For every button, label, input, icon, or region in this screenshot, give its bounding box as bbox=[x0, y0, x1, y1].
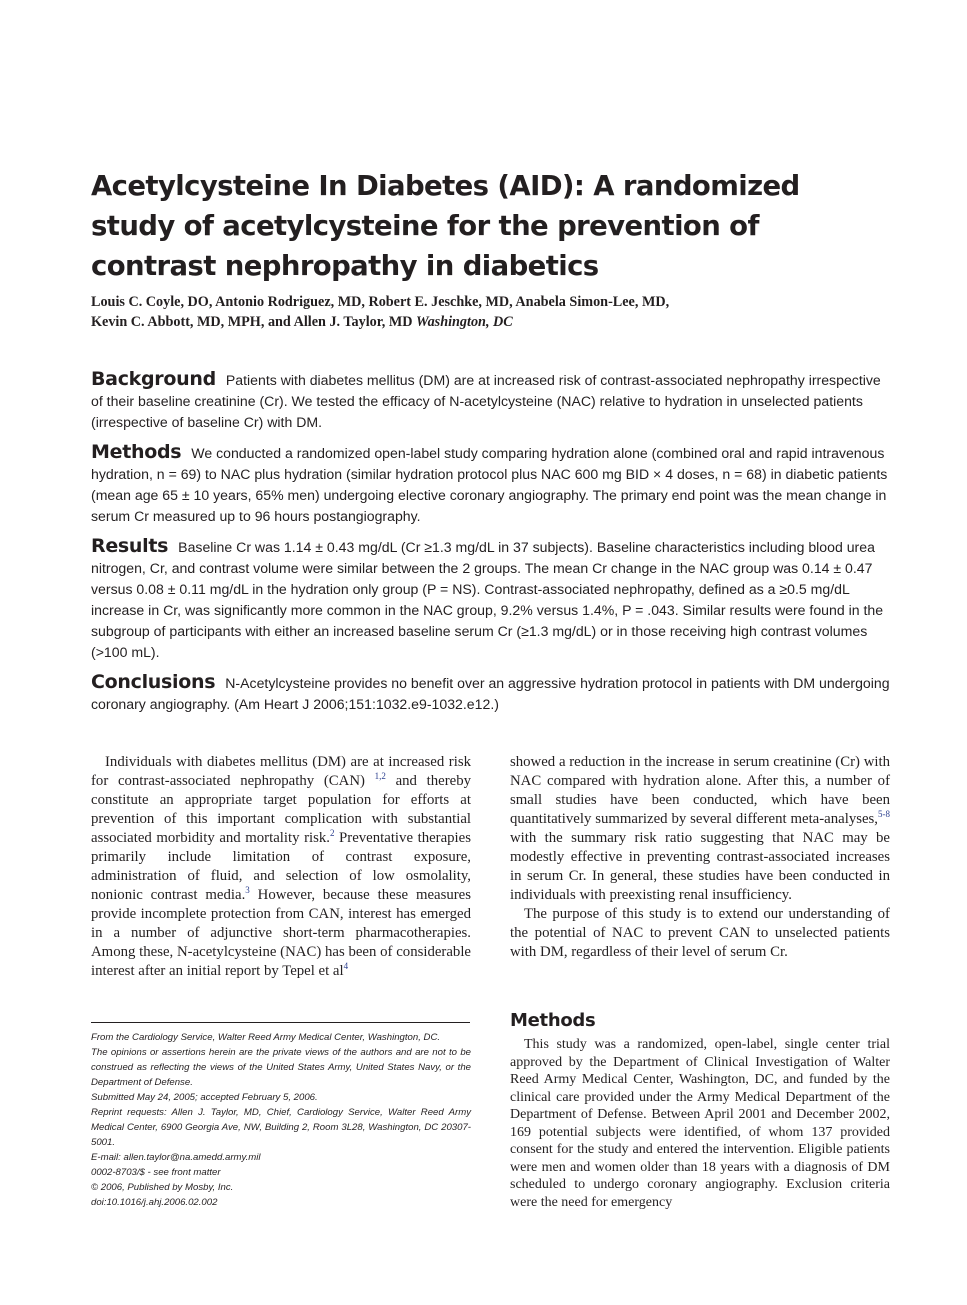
intro-continuation-text-1: showed a reduction in the increase in serum creatinine (Cr) with NAC compared with hydration alone. After this, a number of small studies have been conducted, which have been quantitatively summarized by several different meta-analyses, bbox=[510, 754, 890, 827]
footnote-email[interactable]: E-mail: allen.taylor@na.amedd.army.mil bbox=[91, 1152, 261, 1163]
abstract-methods-text: We conducted a randomized open-label study comparing hydration alone (combined oral and rapid intravenous hydration, n = 69) to NAC plus hydration (similar hydration protocol plus NAC 600 mg BID × 4 doses, n = 68) in diabetic patients (mean age 65 ± 10 years, 65% men) undergoing elective coronary angiography. The primary end point was the mean change in serum Cr measured up to 96 hours postangiography. bbox=[91, 445, 888, 524]
footnote-doi[interactable]: doi:10.1016/j.ahj.2006.02.002 bbox=[91, 1197, 218, 1208]
abstract-methods bbox=[91, 442, 891, 527]
intro-paragraph bbox=[91, 753, 471, 981]
footnotes bbox=[91, 1030, 471, 1210]
abstract-conclusions-text: N-Acetylcysteine provides no benefit over an aggressive hydration protocol in patients with DM undergoing coronary angiography. (Am Heart J 2006;151:1032.e9-1032.e12.) bbox=[91, 675, 890, 712]
abstract bbox=[91, 369, 891, 724]
abstract-background-heading: Background bbox=[91, 368, 216, 390]
footnote-affiliation: From the Cardiology Service, Walter Reed Army Medical Center, Washington, DC. bbox=[91, 1032, 441, 1043]
authors-line-1: Louis C. Coyle, DO, Antonio Rodriguez, MD, Robert E. Jeschke, MD, Anabela Simon-Lee, MD, bbox=[91, 294, 670, 310]
intro-continuation-text-2: with the summary risk ratio suggesting that NAC may be modestly effective in preventing contrast-associated increases in serum Cr. In general, these studies have been conducted in individuals with preexisting renal insufficiency. bbox=[510, 830, 890, 903]
abstract-background-text: Patients with diabetes mellitus (DM) are at increased risk of contrast-associated nephropathy irrespective of their baseline creatinine (Cr). We tested the efficacy of N-acetylcysteine (NAC) relative to hydration in unselected patients (irrespective of baseline Cr) with DM. bbox=[91, 372, 881, 430]
abstract-conclusions bbox=[91, 672, 891, 715]
intro-continuation bbox=[510, 753, 890, 905]
body-right-column bbox=[510, 753, 890, 962]
methods-section bbox=[510, 1036, 890, 1211]
footnote-divider bbox=[91, 1022, 470, 1023]
authors-line-2-names: Kevin C. Abbott, MD, MPH, and Allen J. Taylor, MD bbox=[91, 314, 417, 330]
abstract-methods-heading: Methods bbox=[91, 441, 182, 463]
methods-paragraph: This study was a randomized, open-label, single center trial approved by the Department of Clinical Investigation of Walter Reed Army Medical Center, Washington, DC, and funded by the clinical care provided under the Army Medical Department of the Department of Defense. Between April 2001 and December 2002, 169 potential subjects were identified, of whom 137 provided consent for the study and entered the intervention. Eligible patients were men and women older than 18 years with a diagnosis of DM scheduled to undergo coronary angiography. Exclusion criteria were the need for emergency bbox=[510, 1037, 890, 1210]
abstract-background bbox=[91, 369, 891, 433]
footnote-issn: 0002-8703/$ - see front matter bbox=[91, 1167, 221, 1178]
footnote-copyright: © 2006, Published by Mosby, Inc. bbox=[91, 1182, 234, 1193]
abstract-results-heading: Results bbox=[91, 535, 169, 557]
author-list bbox=[91, 292, 891, 332]
purpose-paragraph: The purpose of this study is to extend our understanding of the potential of NAC to prevent CAN to unselected patients with DM, regardless of their level of serum Cr. bbox=[510, 906, 890, 960]
citation-link[interactable]: 2 bbox=[329, 828, 335, 839]
intro-text-1: Individuals with diabetes mellitus (DM) are at increased risk for contrast-associated nephropathy (CAN) bbox=[91, 754, 471, 789]
intro-text-2: and thereby constitute an appropriate target population for efforts at prevention of this important complication with substantial associated morbidity and mortality risk. bbox=[91, 773, 471, 846]
footnote-reprint: Reprint requests: Allen J. Taylor, MD, Chief, Cardiology Service, Walter Reed Army Medical Center, 6900 Georgia Ave, NW, Building 2, Room 3L28, Washington, DC 20307-5001. bbox=[91, 1107, 471, 1148]
abstract-results bbox=[91, 536, 891, 663]
article-header bbox=[91, 166, 891, 332]
citation-link[interactable]: 1,2 bbox=[374, 771, 386, 782]
methods-heading: Methods bbox=[510, 1010, 596, 1031]
article-title: Acetylcysteine In Diabetes (AID): A randomized study of acetylcysteine for the prevention of contrast nephropathy in diabetics bbox=[91, 170, 800, 282]
intro-text-3: Preventative therapies primarily include limitation of contrast exposure, administration of fluid, and selection of low osmolality, nonionic contrast media. bbox=[91, 830, 471, 903]
footnote-disclaimer: The opinions or assertions herein are the private views of the authors and are not to be construed as reflecting the views of the United States Army, United States Navy, or the Department of Defense. bbox=[91, 1047, 471, 1088]
footnote-submitted: Submitted May 24, 2005; accepted February 5, 2006. bbox=[91, 1092, 318, 1103]
authors-line-2 bbox=[91, 312, 891, 332]
citation-link[interactable]: 3 bbox=[245, 885, 250, 896]
abstract-conclusions-heading: Conclusions bbox=[91, 671, 216, 693]
abstract-results-text: Baseline Cr was 1.14 ± 0.43 mg/dL (Cr ≥1.3 mg/dL in 37 subjects). Baseline characteristics including blood urea nitrogen, Cr, and contrast volume were similar between the 2 groups. The mean Cr change in the NAC group was 0.14 ± 0.47 versus 0.08 ± 0.11 mg/dL in the hydration only group (P = NS). Contrast-associated nephropathy, defined as a ≥0.5 mg/dL increase in Cr, was significantly more common in the NAC group, 9.2% versus 1.4%, P = .043. Similar results were found in the subgroup of participants with either an increased baseline serum Cr (≥1.3 mg/dL) or in those receiving high contrast volumes (>100 mL). bbox=[91, 539, 884, 660]
intro-text-4: However, because these measures provide incomplete protection from CAN, interest has emerged in a number of adjunctive short-term pharmacotherapies. Among these, N-acetylcysteine (NAC) has been of considerable interest after an initial report by Tepel et al bbox=[91, 887, 472, 979]
citation-link[interactable]: 5-8 bbox=[878, 809, 890, 820]
body-left-column bbox=[91, 753, 471, 981]
citation-link[interactable]: 4 bbox=[343, 961, 349, 972]
author-location: Washington, DC bbox=[416, 314, 513, 330]
